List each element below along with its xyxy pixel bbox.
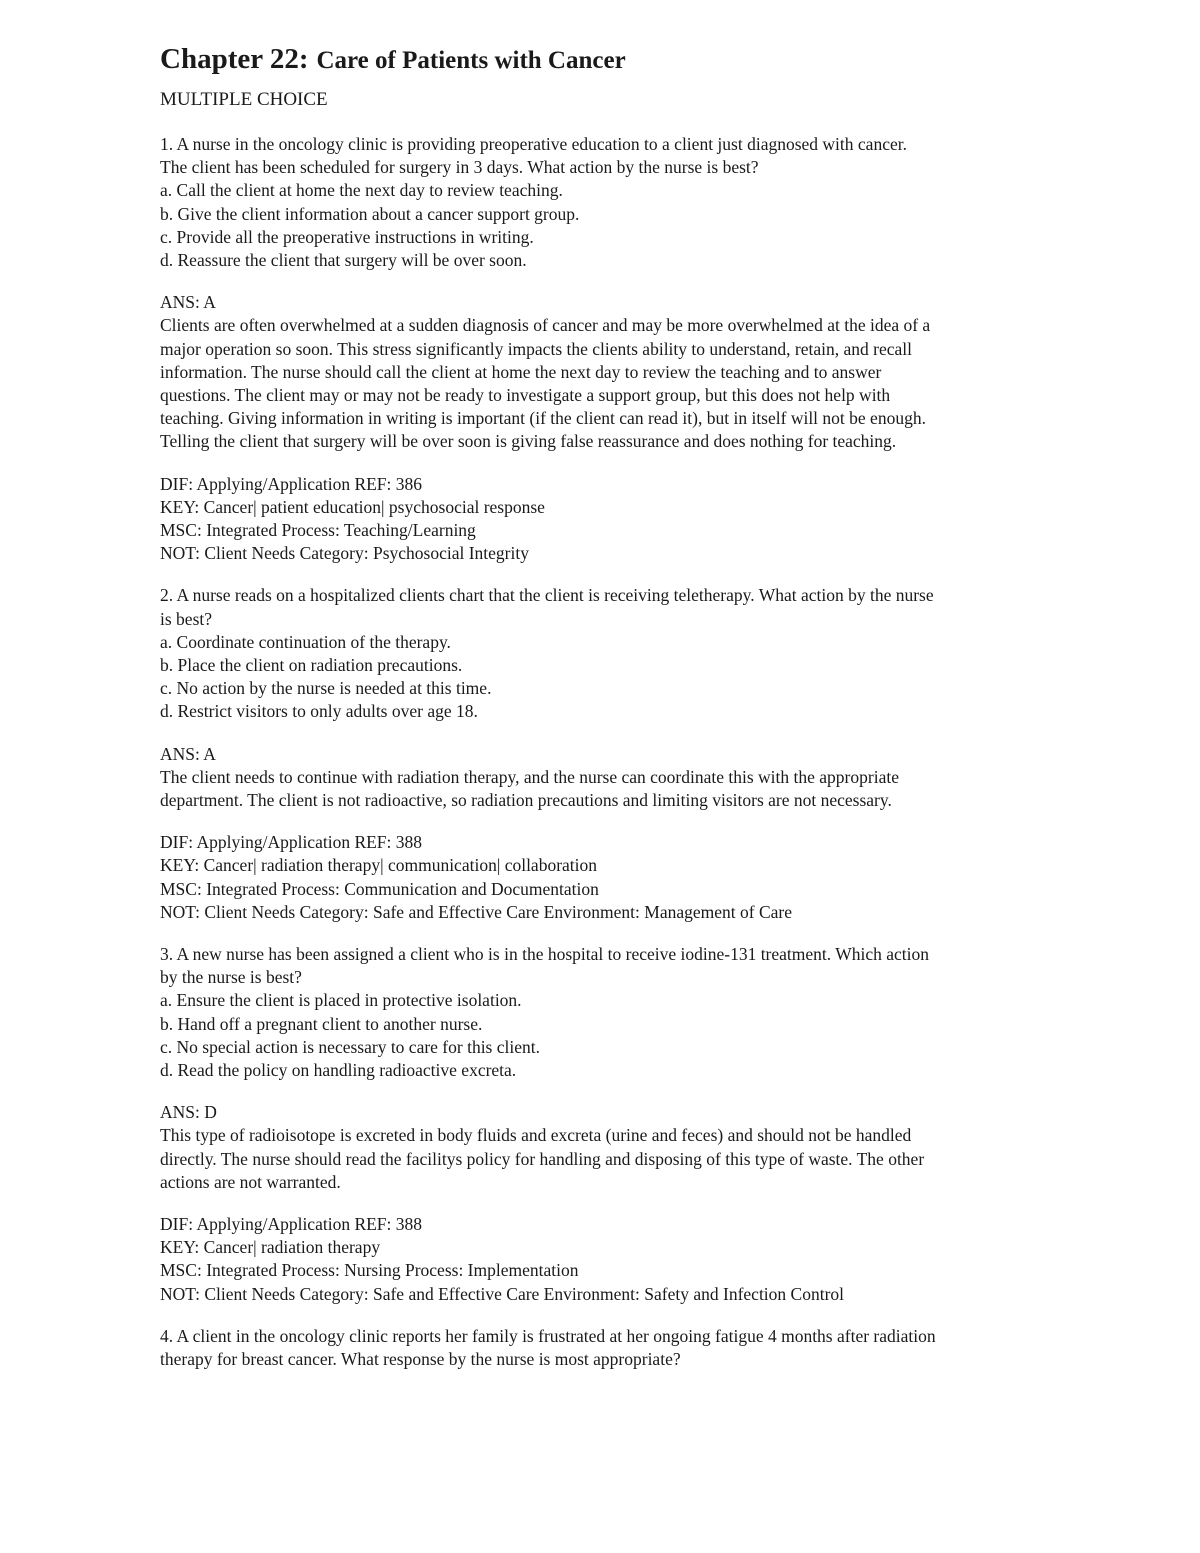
question-meta: MSC: Integrated Process: Teaching/Learning (160, 519, 476, 540)
rationale-line: information. The nurse should call the client at home the next day to review the teaching and to answer (160, 361, 882, 382)
rationale-line: This type of radioisotope is excreted in body fluids and excreta (urine and feces) and should not be handled (160, 1125, 912, 1146)
question-stem-line: 3. A new nurse has been assigned a client who is in the hospital to receive iodine-131 treatment. Which action (160, 943, 929, 964)
question-stem-line: by the nurse is best? (160, 967, 302, 988)
answer-option: d. Read the policy on handling radioactive excreta. (160, 1060, 517, 1080)
answer-option: d. Restrict visitors to only adults over age 18. (160, 701, 478, 722)
answer-key: ANS: A (160, 743, 216, 764)
document-page (160, 40, 1050, 1371)
answer-option: b. Give the client information about a cancer support group. (160, 203, 580, 224)
question-4 (160, 1325, 1050, 1371)
rationale-line: directly. The nurse should read the facilitys policy for handling and disposing of this type of waste. The other (160, 1148, 925, 1169)
question-meta: DIF: Applying/Application REF: 388 (160, 832, 423, 853)
chapter-number: Chapter 22: (160, 43, 309, 75)
question-list (160, 133, 1050, 1371)
answer-key: ANS: A (160, 292, 216, 313)
answer-option: a. Call the client at home the next day to review teaching. (160, 180, 563, 201)
question-meta: KEY: Cancer| radiation therapy| communication| collaboration (160, 855, 598, 876)
rationale-line: teaching. Giving information in writing is important (if the client can read it), but in itself will not be enough. (160, 408, 926, 429)
question-meta: KEY: Cancer| radiation therapy (160, 1237, 381, 1258)
question-2 (160, 584, 1050, 924)
question-stem-line: 2. A nurse reads on a hospitalized clients chart that the client is receiving teletherapy. What action by the nurse (160, 585, 934, 606)
answer-option: c. No action by the nurse is needed at this time. (160, 678, 492, 699)
rationale-line: Clients are often overwhelmed at a sudden diagnosis of cancer and may be more overwhelmed at the idea of a (160, 315, 931, 336)
answer-option: d. Reassure the client that surgery will be over soon. (160, 249, 527, 270)
question-meta: MSC: Integrated Process: Nursing Process: Implementation (160, 1260, 579, 1281)
rationale-line: Telling the client that surgery will be over soon is giving false reassurance and does nothing for teaching. (160, 431, 897, 452)
question-1 (160, 133, 1050, 565)
question-meta: NOT: Client Needs Category: Psychosocial Integrity (160, 543, 529, 564)
question-meta: DIF: Applying/Application REF: 388 (160, 1214, 423, 1235)
page-title (160, 40, 1050, 76)
question-3 (160, 943, 1050, 1306)
answer-option: b. Place the client on radiation precautions. (160, 654, 463, 675)
question-meta: DIF: Applying/Application REF: 386 (160, 473, 423, 494)
rationale-line: actions are not warranted. (160, 1171, 341, 1192)
answer-option: c. Provide all the preoperative instructions in writing. (160, 226, 534, 247)
question-stem-line: The client has been scheduled for surgery in 3 days. What action by the nurse is best? (160, 157, 759, 178)
question-meta: KEY: Cancer| patient education| psychosocial response (160, 496, 545, 517)
question-stem-line: 1. A nurse in the oncology clinic is providing preoperative education to a client just diagnosed with cancer. (160, 133, 907, 154)
answer-option: a. Coordinate continuation of the therapy. (160, 631, 451, 652)
answer-option: b. Hand off a pregnant client to another nurse. (160, 1013, 483, 1034)
question-stem-line: is best? (160, 608, 213, 629)
question-meta: NOT: Client Needs Category: Safe and Effective Care Environment: Management of Care (160, 901, 792, 922)
question-stem-line: 4. A client in the oncology clinic reports her family is frustrated at her ongoing fatigue 4 months after radiation (160, 1325, 936, 1346)
chapter-title: Care of Patients with Cancer (316, 47, 626, 74)
answer-option: c. No special action is necessary to care for this client. (160, 1036, 540, 1057)
rationale-line: major operation so soon. This stress significantly impacts the clients ability to understand, retain, and recall (160, 338, 913, 359)
question-stem-line: therapy for breast cancer. What response by the nurse is most appropriate? (160, 1349, 681, 1370)
answer-key: ANS: D (160, 1102, 217, 1123)
question-meta: MSC: Integrated Process: Communication and Documentation (160, 878, 599, 899)
answer-option: a. Ensure the client is placed in protective isolation. (160, 990, 522, 1011)
rationale-line: questions. The client may or may not be ready to investigate a support group, but this does not help with (160, 384, 891, 405)
rationale-line: department. The client is not radioactive, so radiation precautions and limiting visitors are not necessary. (160, 789, 892, 810)
rationale-line: The client needs to continue with radiation therapy, and the nurse can coordinate this with the appropriate (160, 766, 899, 787)
question-meta: NOT: Client Needs Category: Safe and Effective Care Environment: Safety and Infection Control (160, 1283, 845, 1304)
section-heading: MULTIPLE CHOICE (160, 88, 328, 110)
